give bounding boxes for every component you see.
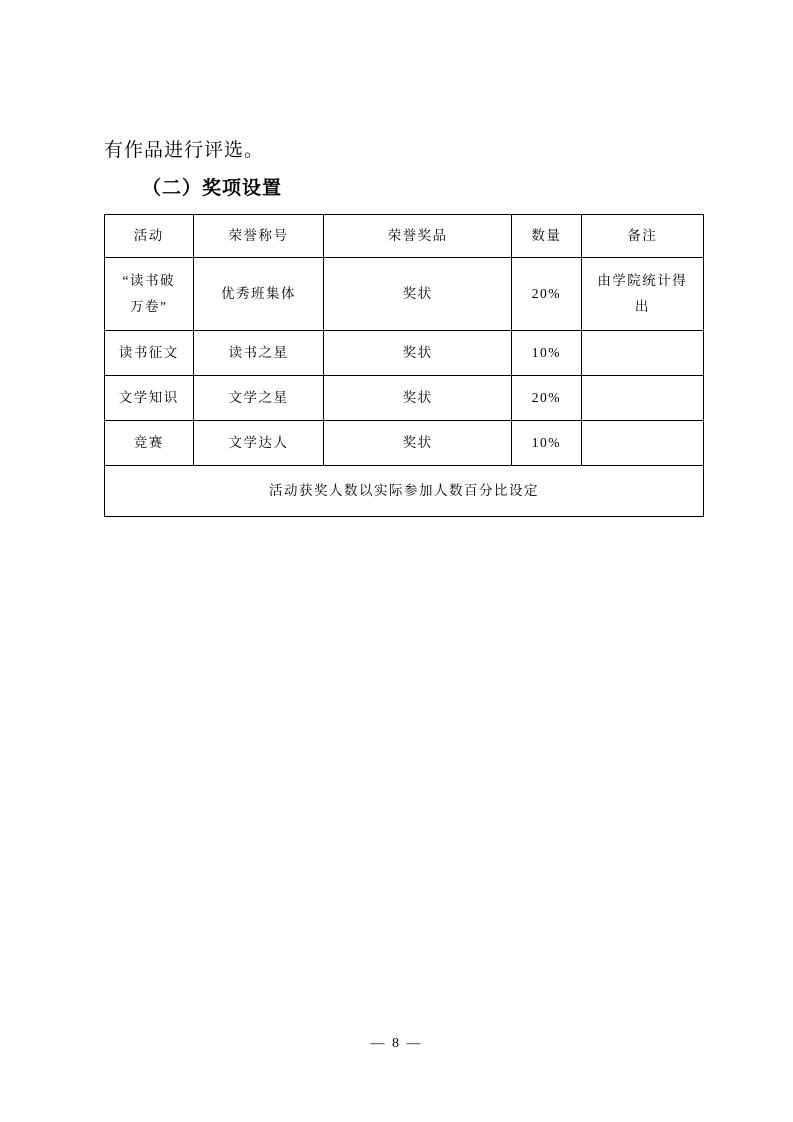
table-row (105, 421, 704, 466)
cell-quantity: 10% (512, 331, 582, 376)
cell-quantity: 20% (512, 376, 582, 421)
table-header-row (105, 215, 704, 258)
cell-honor: 文学达人 (193, 421, 324, 466)
cell-note-line2: 出 (634, 299, 650, 314)
table-header-quantity: 数量 (512, 215, 582, 258)
table-header-note: 备注 (581, 215, 703, 258)
cell-note-line1: 由学院统计得 (597, 273, 688, 288)
cell-activity: 竞赛 (105, 421, 194, 466)
table-row (105, 258, 704, 331)
cell-activity (105, 258, 194, 331)
cell-prize: 奖状 (324, 421, 512, 466)
cell-activity: 读书征文 (105, 331, 194, 376)
body-paragraph: 有作品进行评选。 (104, 140, 265, 161)
table-header-prize: 荣誉奖品 (324, 215, 512, 258)
cell-quantity: 20% (512, 258, 582, 331)
award-settings-table (104, 214, 704, 517)
cell-prize: 奖状 (324, 376, 512, 421)
cell-quantity: 10% (512, 421, 582, 466)
table-row (105, 331, 704, 376)
cell-prize: 奖状 (324, 331, 512, 376)
page-number: — 8 — (370, 1036, 423, 1051)
cell-note (581, 376, 703, 421)
table-row (105, 376, 704, 421)
table-footer-note: 活动获奖人数以实际参加人数百分比设定 (105, 466, 704, 517)
cell-honor: 优秀班集体 (193, 258, 324, 331)
cell-note (581, 331, 703, 376)
cell-honor: 文学之星 (193, 376, 324, 421)
document-content (104, 136, 704, 517)
cell-note (581, 258, 703, 331)
cell-activity: 文学知识 (105, 376, 194, 421)
table-header-activity: 活动 (105, 215, 194, 258)
cell-prize: 奖状 (324, 258, 512, 331)
table-footer-row (105, 466, 704, 517)
cell-honor: 读书之星 (193, 331, 324, 376)
cell-activity-line1: “读书破 (122, 273, 176, 288)
cell-note (581, 421, 703, 466)
table-header-honor: 荣誉称号 (193, 215, 324, 258)
section-heading: （二）奖项设置 (142, 178, 283, 199)
cell-activity-line2: 万卷” (130, 299, 168, 314)
